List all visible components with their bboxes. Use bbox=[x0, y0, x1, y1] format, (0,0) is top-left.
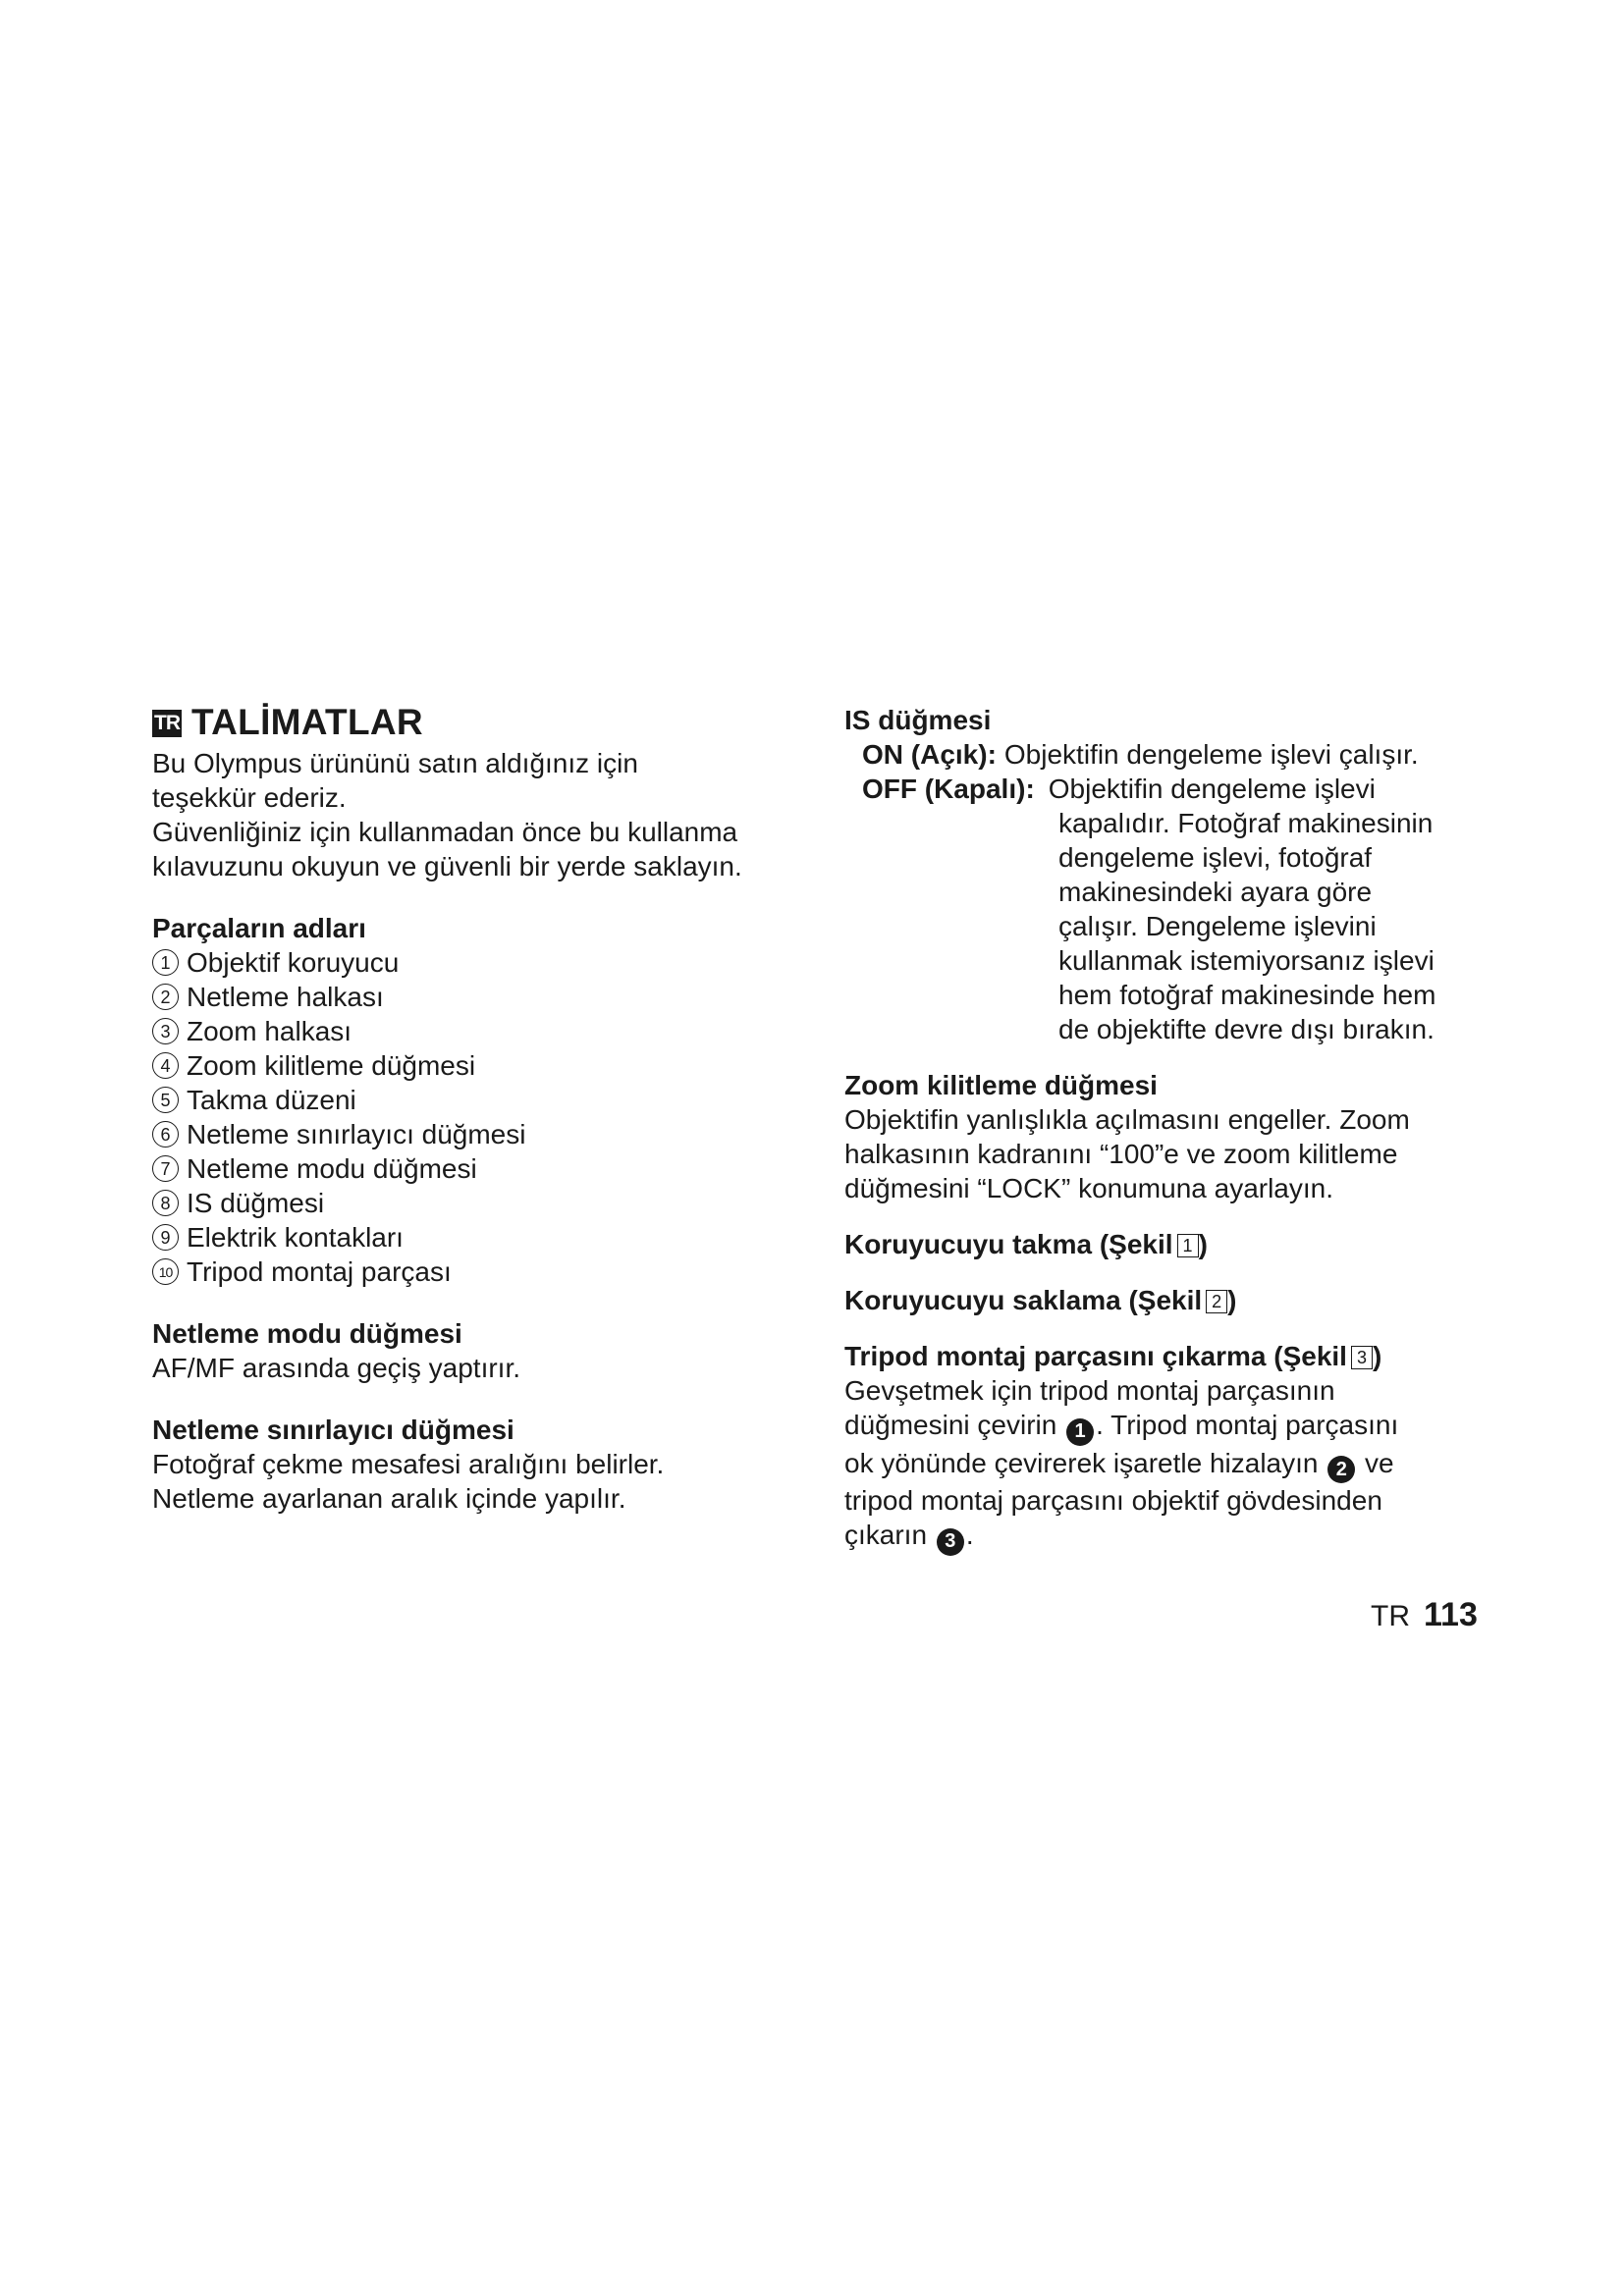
heading-close: ) bbox=[1198, 1229, 1208, 1259]
item-number: 1 bbox=[152, 949, 179, 976]
focus-mode-heading: Netleme modu düğmesi bbox=[152, 1318, 462, 1349]
item-label: Takma düzeni bbox=[187, 1085, 356, 1115]
definition-continuation: de objektifte devre dışı bırakın. bbox=[1058, 1014, 1435, 1044]
is-switch-heading: IS düğmesi bbox=[844, 705, 992, 735]
item-label: Netleme modu düğmesi bbox=[187, 1153, 477, 1184]
left-column bbox=[152, 699, 830, 1516]
tripod-text: Gevşetmek için tripod montaj parçasının bbox=[844, 1375, 1335, 1406]
text-span: . Tripod montaj parçasını bbox=[1096, 1410, 1399, 1440]
item-number: 7 bbox=[152, 1155, 179, 1182]
definition-text: Objektifin dengeleme işlevi bbox=[1048, 774, 1376, 804]
figure-number: 1 bbox=[1177, 1234, 1199, 1257]
item-label: Zoom halkası bbox=[187, 1016, 352, 1046]
intro-line: teşekkür ederiz. bbox=[152, 782, 347, 813]
item-label: Elektrik kontakları bbox=[187, 1222, 404, 1253]
item-number: 8 bbox=[152, 1190, 179, 1216]
definition-continuation: kullanmak istemiyorsanız işlevi bbox=[1058, 945, 1435, 976]
page-number: 113 bbox=[1424, 1596, 1478, 1633]
list-item bbox=[152, 1014, 830, 1048]
list-item bbox=[152, 1117, 830, 1151]
text-span: çıkarın bbox=[844, 1520, 928, 1550]
list-item bbox=[152, 1151, 830, 1186]
tripod-text bbox=[844, 1446, 1473, 1484]
text-span: ve bbox=[1365, 1447, 1394, 1478]
focus-limiter-text: Netleme ayarlanan aralık içinde yapılır. bbox=[152, 1483, 626, 1514]
step-1-marker: 1 bbox=[1066, 1418, 1094, 1446]
text-span: . bbox=[965, 1520, 974, 1550]
tripod-text bbox=[844, 1408, 1473, 1446]
list-item bbox=[152, 1083, 830, 1117]
step-3-marker: 3 bbox=[937, 1528, 964, 1556]
language-badge: TR bbox=[152, 710, 182, 737]
is-off-definition bbox=[844, 772, 1473, 806]
focus-mode-text: AF/MF arasında geçiş yaptırır. bbox=[152, 1353, 521, 1383]
is-on-definition bbox=[844, 737, 1473, 772]
step-2-marker: 2 bbox=[1327, 1456, 1355, 1483]
list-item bbox=[152, 1255, 830, 1289]
definition-continuation: hem fotoğraf makinesinde hem bbox=[1058, 980, 1436, 1010]
definition-continuation: kapalıdır. Fotoğraf makinesinin bbox=[1058, 808, 1434, 838]
attach-hood-heading bbox=[844, 1227, 1473, 1261]
tripod-text: tripod montaj parçasını objektif gövdesinden bbox=[844, 1485, 1382, 1516]
zoom-lock-text: düğmesini “LOCK” konumuna ayarlayın. bbox=[844, 1173, 1334, 1203]
item-number: 10 bbox=[152, 1258, 179, 1285]
list-item bbox=[152, 980, 830, 1014]
item-number: 4 bbox=[152, 1052, 179, 1079]
page-title: TALİMATLAR bbox=[191, 702, 423, 742]
item-label: Objektif koruyucu bbox=[187, 947, 400, 978]
heading-text: Koruyucuyu saklama (Şekil bbox=[844, 1285, 1203, 1315]
item-number: 6 bbox=[152, 1121, 179, 1148]
text-span: düğmesini çevirin bbox=[844, 1410, 1057, 1440]
definition-term: OFF (Kapalı): bbox=[862, 774, 1035, 804]
definition-term: ON (Açık): bbox=[862, 739, 997, 770]
heading-close: ) bbox=[1372, 1341, 1382, 1371]
tripod-heading bbox=[844, 1339, 1473, 1373]
item-label: Zoom kilitleme düğmesi bbox=[187, 1050, 476, 1081]
page-footer bbox=[1371, 1596, 1478, 1634]
heading-text: Koruyucuyu takma (Şekil bbox=[844, 1229, 1173, 1259]
intro-line: Bu Olympus ürününü satın aldığınız için bbox=[152, 748, 638, 778]
definition-continuation: çalışır. Dengeleme işlevini bbox=[1058, 911, 1377, 941]
definition-text: Objektifin dengeleme işlevi çalışır. bbox=[1003, 739, 1419, 770]
footer-language: TR bbox=[1371, 1600, 1410, 1632]
tripod-text bbox=[844, 1518, 1473, 1556]
list-item bbox=[152, 1048, 830, 1083]
item-number: 3 bbox=[152, 1018, 179, 1044]
item-number: 2 bbox=[152, 984, 179, 1010]
heading-text: Tripod montaj parçasını çıkarma (Şekil bbox=[844, 1341, 1347, 1371]
item-number: 5 bbox=[152, 1087, 179, 1113]
text-span: ok yönünde çevirerek işaretle hizalayın bbox=[844, 1447, 1319, 1478]
list-item bbox=[152, 945, 830, 980]
item-number: 9 bbox=[152, 1224, 179, 1251]
zoom-lock-text: halkasının kadranını “100”e ve zoom kilitleme bbox=[844, 1139, 1398, 1169]
zoom-lock-text: Objektifin yanlışlıkla açılmasını engeller. Zoom bbox=[844, 1104, 1410, 1135]
focus-limiter-heading: Netleme sınırlayıcı düğmesi bbox=[152, 1415, 514, 1445]
list-item bbox=[152, 1186, 830, 1220]
intro-text bbox=[152, 746, 830, 883]
list-item bbox=[152, 1220, 830, 1255]
heading-close: ) bbox=[1227, 1285, 1237, 1315]
figure-number: 3 bbox=[1351, 1346, 1373, 1369]
focus-limiter-text: Fotoğraf çekme mesafesi aralığını belirler. bbox=[152, 1449, 665, 1479]
zoom-lock-heading: Zoom kilitleme düğmesi bbox=[844, 1070, 1158, 1100]
store-hood-heading bbox=[844, 1283, 1473, 1317]
right-column bbox=[844, 699, 1473, 1556]
parts-list bbox=[152, 945, 830, 1289]
item-label: IS düğmesi bbox=[187, 1188, 325, 1218]
definition-continuation: dengeleme işlevi, fotoğraf bbox=[1058, 842, 1373, 873]
intro-line: kılavuzunu okuyun ve güvenli bir yerde saklayın. bbox=[152, 851, 742, 881]
definition-continuation: makinesindeki ayara göre bbox=[1058, 877, 1373, 907]
parts-heading: Parçaların adları bbox=[152, 913, 366, 943]
item-label: Netleme sınırlayıcı düğmesi bbox=[187, 1119, 526, 1149]
item-label: Netleme halkası bbox=[187, 982, 384, 1012]
intro-line: Güvenliğiniz için kullanmadan önce bu kullanma bbox=[152, 817, 738, 847]
item-label: Tripod montaj parçası bbox=[187, 1256, 452, 1287]
section-title bbox=[152, 699, 830, 746]
figure-number: 2 bbox=[1206, 1290, 1227, 1313]
